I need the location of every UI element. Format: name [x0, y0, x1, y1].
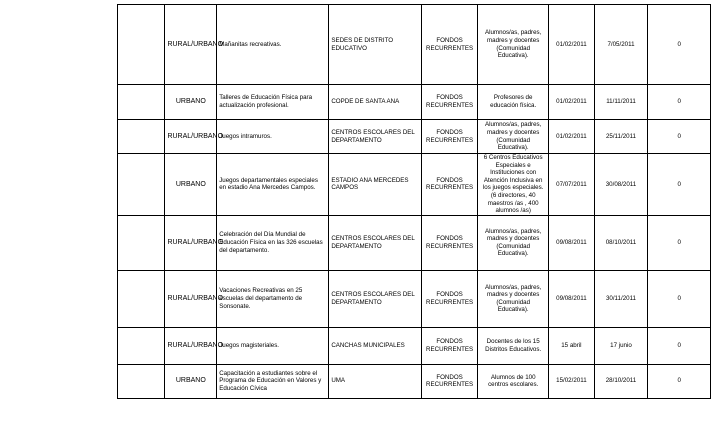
blank-cell — [118, 270, 165, 327]
start-date-cell: 15/02/2011 — [549, 364, 594, 398]
place-cell: COPDE DE SANTA ANA — [329, 85, 422, 120]
end-date-cell: 30/11/2011 — [594, 270, 648, 327]
table-row — [118, 154, 711, 216]
beneficiaries-cell: Profesores de educación física. — [478, 85, 549, 120]
blank-cell — [118, 215, 165, 270]
blank-cell — [118, 85, 165, 120]
activity-cell: Juegos magisteriales. — [217, 327, 329, 364]
area-cell: URBANO — [165, 154, 217, 216]
beneficiaries-cell: 6 Centros Educativos Especiales e Instituciones con Atención Inclusiva en los juegos especiales. (6 directores, 40 maestros /as , 400 alumnos /as) — [478, 154, 549, 216]
blank-cell — [118, 327, 165, 364]
activities-table — [117, 4, 711, 399]
end-date-cell: 08/10/2011 — [594, 215, 648, 270]
end-date-cell: 11/11/2011 — [594, 85, 648, 120]
value-cell: 0 — [648, 364, 711, 398]
start-date-cell: 01/02/2011 — [549, 120, 594, 154]
start-date-cell: 01/02/2011 — [549, 5, 594, 85]
beneficiaries-cell: Alumnos de 100 centros escolares. — [478, 364, 549, 398]
area-cell: RURAL/URBANO — [165, 120, 217, 154]
funding-cell: FONDOS RECURRENTES — [422, 327, 478, 364]
funding-cell: FONDOS RECURRENTES — [422, 364, 478, 398]
place-cell: CANCHAS MUNICIPALES — [329, 327, 422, 364]
place-cell: SEDES DE DISTRITO EDUCATIVO — [329, 5, 422, 85]
table-row — [118, 270, 711, 327]
value-cell: 0 — [648, 327, 711, 364]
funding-cell: FONDOS RECURRENTES — [422, 120, 478, 154]
start-date-cell: 01/02/2011 — [549, 85, 594, 120]
funding-cell: FONDOS RECURRENTES — [422, 270, 478, 327]
activity-cell: Vacaciones Recreativas en 25 escuelas del departamento de Sonsonate. — [217, 270, 329, 327]
beneficiaries-cell: Alumnos/as, padres, madres y docentes (Comunidad Educativa). — [478, 215, 549, 270]
funding-cell: FONDOS RECURRENTES — [422, 215, 478, 270]
blank-cell — [118, 5, 165, 85]
table-row — [118, 327, 711, 364]
activity-cell: Talleres de Educación Física para actualización profesional. — [217, 85, 329, 120]
start-date-cell: 09/08/2011 — [549, 270, 594, 327]
activity-cell: Mañanitas recreativas. — [217, 5, 329, 85]
blank-cell — [118, 154, 165, 216]
end-date-cell: 28/10/2011 — [594, 364, 648, 398]
table-row — [118, 215, 711, 270]
area-cell: RURAL/URBANO — [165, 270, 217, 327]
table-row — [118, 5, 711, 85]
table-row — [118, 85, 711, 120]
place-cell: ESTADIO ANA MERCEDES CAMPOS — [329, 154, 422, 216]
value-cell: 0 — [648, 85, 711, 120]
place-cell: CENTROS ESCOLARES DEL DEPARTAMENTO — [329, 120, 422, 154]
activity-cell: Juegos intramuros. — [217, 120, 329, 154]
activity-cell: Celebración del Día Mundial de Educación Física en las 326 escuelas del departamento. — [217, 215, 329, 270]
start-date-cell: 09/08/2011 — [549, 215, 594, 270]
activity-cell: Juegos departamentales especiales en estadio Ana Mercedes Campos. — [217, 154, 329, 216]
area-cell: RURAL/URBANO — [165, 5, 217, 85]
start-date-cell: 07/07/2011 — [549, 154, 594, 216]
activity-cell: Capacitación a estudiantes sobre el Programa de Educación en Valores y Educación Cívica — [217, 364, 329, 398]
end-date-cell: 30/08/2011 — [594, 154, 648, 216]
value-cell: 0 — [648, 120, 711, 154]
area-cell: URBANO — [165, 364, 217, 398]
beneficiaries-cell: Alumnos/as, padres, madres y docentes (Comunidad Educativa). — [478, 270, 549, 327]
value-cell: 0 — [648, 154, 711, 216]
table-row — [118, 120, 711, 154]
funding-cell: FONDOS RECURRENTES — [422, 5, 478, 85]
beneficiaries-cell: Alumnos/as, padres, madres y docentes (Comunidad Educativa). — [478, 5, 549, 85]
end-date-cell: 7/05/2011 — [594, 5, 648, 85]
blank-cell — [118, 120, 165, 154]
value-cell: 0 — [648, 5, 711, 85]
table-row — [118, 364, 711, 398]
value-cell: 0 — [648, 215, 711, 270]
end-date-cell: 25/11/2011 — [594, 120, 648, 154]
place-cell: CENTROS ESCOLARES DEL DEPARTAMENTO — [329, 270, 422, 327]
start-date-cell: 15 abril — [549, 327, 594, 364]
beneficiaries-cell: Alumnos/as, padres, madres y docentes (Comunidad Educativa). — [478, 120, 549, 154]
place-cell: UMA — [329, 364, 422, 398]
end-date-cell: 17 junio — [594, 327, 648, 364]
area-cell: RURAL/URBANO — [165, 215, 217, 270]
value-cell: 0 — [648, 270, 711, 327]
funding-cell: FONDOS RECURRENTES — [422, 154, 478, 216]
funding-cell: FONDOS RECURRENTES — [422, 85, 478, 120]
blank-cell — [118, 364, 165, 398]
area-cell: URBANO — [165, 85, 217, 120]
place-cell: CENTROS ESCOLARES DEL DEPARTAMENTO — [329, 215, 422, 270]
beneficiaries-cell: Docentes de los 15 Distritos Educativos. — [478, 327, 549, 364]
area-cell: RURAL/URBANO — [165, 327, 217, 364]
